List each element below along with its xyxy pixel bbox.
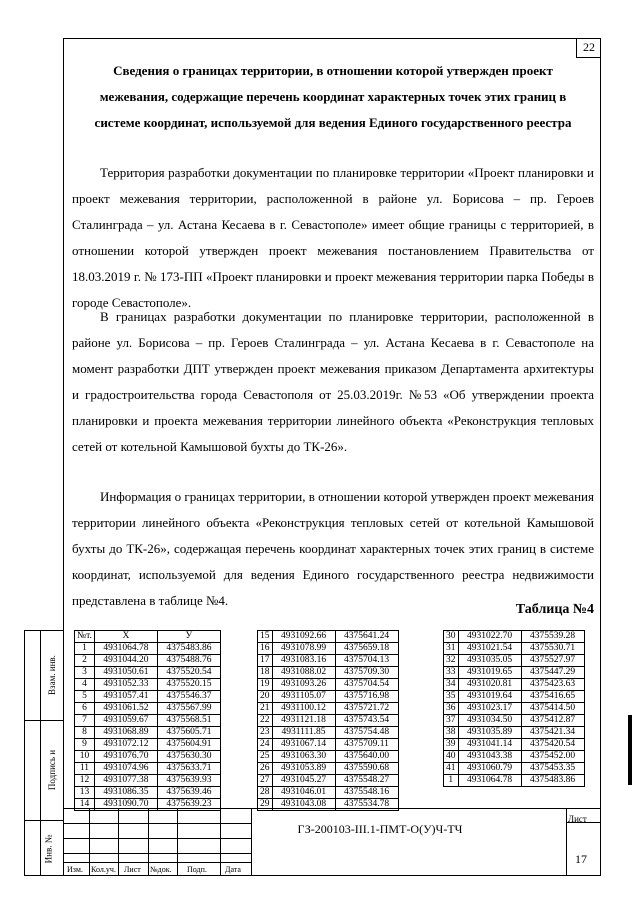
table-row: [444, 775, 585, 787]
x-coordinate: 4931074.96: [94, 763, 157, 775]
y-coordinate: 4375639.23: [157, 799, 220, 811]
point-number: 1: [444, 775, 459, 787]
point-number: 20: [258, 691, 273, 703]
table-row: [444, 751, 585, 763]
table-row: [444, 703, 585, 715]
header-point: №т.: [75, 631, 95, 643]
inv-number-label: Инв. №: [43, 834, 54, 864]
y-coordinate: 4375420.54: [521, 739, 584, 751]
binding-strip: [24, 630, 63, 876]
y-coordinate: 4375633.71: [157, 763, 220, 775]
y-coordinate: 4375412.87: [521, 715, 584, 727]
point-number: 33: [444, 667, 459, 679]
y-coordinate: 4375659.18: [335, 643, 398, 655]
table-row: [444, 631, 585, 643]
x-coordinate: 4931092.66: [272, 631, 335, 643]
coordinates-table-2: [257, 630, 399, 811]
x-coordinate: 4931068.89: [94, 727, 157, 739]
x-coordinate: 4931041.14: [458, 739, 521, 751]
table-row: [75, 715, 221, 727]
header-x: X: [94, 631, 157, 643]
point-number: 7: [75, 715, 95, 727]
point-number: 39: [444, 739, 459, 751]
sheet-number: 17: [575, 852, 587, 866]
title-block: [63, 808, 601, 876]
point-number: 24: [258, 739, 273, 751]
y-coordinate: 4375709.30: [335, 667, 398, 679]
y-coordinate: 4375453.35: [521, 763, 584, 775]
point-number: 28: [258, 787, 273, 799]
x-coordinate: 4931111.85: [272, 727, 335, 739]
table-row: [444, 691, 585, 703]
table-row: [258, 691, 399, 703]
paragraph-2: В границах разработки документации по планировке территории, расположенной в районе ул. Борисова – пр. Героев Сталинграда – ул. Астана Кесаева в г. Севастополе на момент разработки ДПТ утвержден проект межевания приказом Департамента архитектуры и градостроительства города Севастополя от 25.03.2019г. №53 «Об утверждении проекта планировки и проекта межевания территории линейного объекта «Реконструкция тепловых сетей от котельной Камышовой бухты до ТК-26».: [72, 309, 594, 454]
table-row: [258, 727, 399, 739]
point-number: 29: [258, 799, 273, 811]
y-coordinate: 4375548.16: [335, 787, 398, 799]
table-row: [258, 703, 399, 715]
x-coordinate: 4931083.16: [272, 655, 335, 667]
signature-label: Подпись и: [47, 749, 58, 791]
point-number: 27: [258, 775, 273, 787]
y-coordinate: 4375639.93: [157, 775, 220, 787]
table-row: [258, 739, 399, 751]
y-coordinate: 4375421.34: [521, 727, 584, 739]
x-coordinate: 4931045.27: [272, 775, 335, 787]
page-number: 22: [576, 38, 601, 58]
table-row: [258, 751, 399, 763]
table-row: [258, 655, 399, 667]
point-number: 5: [75, 691, 95, 703]
x-coordinate: 4931019.64: [458, 691, 521, 703]
x-coordinate: 4931090.70: [94, 799, 157, 811]
x-coordinate: 4931043.08: [272, 799, 335, 811]
point-number: 3: [75, 667, 95, 679]
y-coordinate: 4375721.72: [335, 703, 398, 715]
y-coordinate: 4375704.54: [335, 679, 398, 691]
point-number: 2: [75, 655, 95, 667]
y-coordinate: 4375527.97: [521, 655, 584, 667]
point-number: 40: [444, 751, 459, 763]
point-number: 26: [258, 763, 273, 775]
point-number: 6: [75, 703, 95, 715]
y-coordinate: 4375605.71: [157, 727, 220, 739]
document-code: ГЗ-200103-III.1-ПМТ-О(У)Ч-ТЧ: [297, 822, 463, 836]
point-number: 30: [444, 631, 459, 643]
point-number: 1: [75, 643, 95, 655]
x-coordinate: 4931063.30: [272, 751, 335, 763]
point-number: 4: [75, 679, 95, 691]
vzam-inv-label: Взам. инв.: [46, 655, 57, 695]
x-coordinate: 4931086.35: [94, 787, 157, 799]
y-coordinate: 4375743.54: [335, 715, 398, 727]
point-number: 11: [75, 763, 95, 775]
point-number: 31: [444, 643, 459, 655]
y-coordinate: 4375546.37: [157, 691, 220, 703]
y-coordinate: 4375483.86: [157, 643, 220, 655]
table-caption: Таблица №4: [515, 602, 594, 617]
table-row: [258, 787, 399, 799]
x-coordinate: 4931046.01: [272, 787, 335, 799]
stamp-col-list: Лист: [124, 865, 141, 874]
table-row: [258, 667, 399, 679]
y-coordinate: 4375548.27: [335, 775, 398, 787]
table-row: [444, 643, 585, 655]
edge-mark: [628, 715, 632, 785]
sheet-label: Лист: [568, 814, 587, 824]
y-coordinate: 4375452.00: [521, 751, 584, 763]
table-row: [75, 739, 221, 751]
point-number: 15: [258, 631, 273, 643]
y-coordinate: 4375488.76: [157, 655, 220, 667]
x-coordinate: 4931061.52: [94, 703, 157, 715]
table-row: [75, 655, 221, 667]
point-number: 22: [258, 715, 273, 727]
y-coordinate: 4375447.29: [521, 667, 584, 679]
coordinates-table-1: [74, 630, 221, 811]
table-row: [258, 715, 399, 727]
x-coordinate: 4931020.81: [458, 679, 521, 691]
table-row: [258, 679, 399, 691]
table-row: [444, 679, 585, 691]
coordinates-table-3: [443, 630, 585, 787]
table-row: [75, 787, 221, 799]
y-coordinate: 4375520.54: [157, 667, 220, 679]
document-title: Сведения о границах территории, в отношении которой утвержден проект межевания, содержащие перечень координат характерных точек этих границ в системе координат, используемой для ведения Единого государственного реестра: [94, 63, 572, 130]
table-row: [75, 691, 221, 703]
x-coordinate: 4931100.12: [272, 703, 335, 715]
y-coordinate: 4375639.46: [157, 787, 220, 799]
point-number: 35: [444, 691, 459, 703]
point-number: 25: [258, 751, 273, 763]
x-coordinate: 4931043.38: [458, 751, 521, 763]
x-coordinate: 4931053.89: [272, 763, 335, 775]
paragraph-3: Информация о границах территории, в отношении которой утвержден проект межевания территории линейного объекта «Реконструкция тепловых сетей от котельной Камышовой бухты до ТК-26», содержащая перечень координат характерных точек этих границ в системе координат, используемой для ведения Единого государственного реестра недвижимости представлена в таблице №4.: [72, 489, 594, 608]
x-coordinate: 4931076.70: [94, 751, 157, 763]
point-number: 41: [444, 763, 459, 775]
point-number: 21: [258, 703, 273, 715]
y-coordinate: 4375754.48: [335, 727, 398, 739]
table-row: [75, 751, 221, 763]
paragraph-1: Территория разработки документации по планировке территории «Проект планировки и проект межевания территории, расположенной в районе ул. Борисова – пр. Героев Сталинграда – ул. Астана Кесаева в г. Севастополе» имеет общие границы с территорией, в отношении которой утвержден проект межевания постановлением Правительства от 18.03.2019 г. № 173-ПП «Проект планировки и проект межевания территории парка Победы в городе Севастополе».: [72, 165, 594, 310]
stamp-col-date: Дата: [225, 865, 241, 874]
point-number: 9: [75, 739, 95, 751]
point-number: 13: [75, 787, 95, 799]
x-coordinate: 4931022.70: [458, 631, 521, 643]
point-number: 32: [444, 655, 459, 667]
table-row: [75, 727, 221, 739]
header-y: У: [157, 631, 220, 643]
y-coordinate: 4375640.00: [335, 751, 398, 763]
x-coordinate: 4931059.67: [94, 715, 157, 727]
point-number: 34: [444, 679, 459, 691]
x-coordinate: 4931044.20: [94, 655, 157, 667]
x-coordinate: 4931060.79: [458, 763, 521, 775]
y-coordinate: 4375590.68: [335, 763, 398, 775]
table-row: [444, 739, 585, 751]
y-coordinate: 4375414.50: [521, 703, 584, 715]
y-coordinate: 4375630.30: [157, 751, 220, 763]
x-coordinate: 4931093.26: [272, 679, 335, 691]
point-number: 12: [75, 775, 95, 787]
table-row: [75, 703, 221, 715]
y-coordinate: 4375534.78: [335, 799, 398, 811]
x-coordinate: 4931021.54: [458, 643, 521, 655]
x-coordinate: 4931088.02: [272, 667, 335, 679]
table-row: [75, 643, 221, 655]
y-coordinate: 4375416.65: [521, 691, 584, 703]
table-row: [75, 775, 221, 787]
x-coordinate: 4931077.38: [94, 775, 157, 787]
point-number: 18: [258, 667, 273, 679]
table-row: [75, 679, 221, 691]
point-number: 36: [444, 703, 459, 715]
point-number: 17: [258, 655, 273, 667]
table-row: [75, 763, 221, 775]
x-coordinate: 4931023.17: [458, 703, 521, 715]
point-number: 38: [444, 727, 459, 739]
x-coordinate: 4931050.61: [94, 667, 157, 679]
table-row: [75, 667, 221, 679]
y-coordinate: 4375520.15: [157, 679, 220, 691]
y-coordinate: 4375530.71: [521, 643, 584, 655]
table-row: [258, 643, 399, 655]
y-coordinate: 4375567.99: [157, 703, 220, 715]
x-coordinate: 4931035.89: [458, 727, 521, 739]
x-coordinate: 4931064.78: [94, 643, 157, 655]
point-number: 8: [75, 727, 95, 739]
table-row: [444, 655, 585, 667]
table-row: [258, 775, 399, 787]
stamp-col-izm: Изм.: [67, 865, 83, 874]
table-row: [258, 631, 399, 643]
stamp-col-doc: №док.: [150, 865, 172, 874]
stamp-col-podp: Подп.: [187, 865, 207, 874]
x-coordinate: 4931019.65: [458, 667, 521, 679]
point-number: 14: [75, 799, 95, 811]
x-coordinate: 4931052.33: [94, 679, 157, 691]
table-row: [444, 715, 585, 727]
x-coordinate: 4931078.99: [272, 643, 335, 655]
y-coordinate: 4375716.98: [335, 691, 398, 703]
y-coordinate: 4375539.28: [521, 631, 584, 643]
x-coordinate: 4931121.18: [272, 715, 335, 727]
y-coordinate: 4375641.24: [335, 631, 398, 643]
point-number: 23: [258, 727, 273, 739]
y-coordinate: 4375704.13: [335, 655, 398, 667]
x-coordinate: 4931067.14: [272, 739, 335, 751]
x-coordinate: 4931105.07: [272, 691, 335, 703]
table-row: [444, 667, 585, 679]
x-coordinate: 4931034.50: [458, 715, 521, 727]
x-coordinate: 4931035.05: [458, 655, 521, 667]
y-coordinate: 4375483.86: [521, 775, 584, 787]
stamp-col-kolich: Кол.уч.: [91, 865, 116, 874]
y-coordinate: 4375604.91: [157, 739, 220, 751]
table-row: [444, 763, 585, 775]
point-number: 37: [444, 715, 459, 727]
table-row: [258, 763, 399, 775]
x-coordinate: 4931064.78: [458, 775, 521, 787]
y-coordinate: 4375423.63: [521, 679, 584, 691]
y-coordinate: 4375709.11: [335, 739, 398, 751]
table-row: [444, 727, 585, 739]
x-coordinate: 4931072.12: [94, 739, 157, 751]
point-number: 19: [258, 679, 273, 691]
y-coordinate: 4375568.51: [157, 715, 220, 727]
x-coordinate: 4931057.41: [94, 691, 157, 703]
point-number: 10: [75, 751, 95, 763]
point-number: 16: [258, 643, 273, 655]
